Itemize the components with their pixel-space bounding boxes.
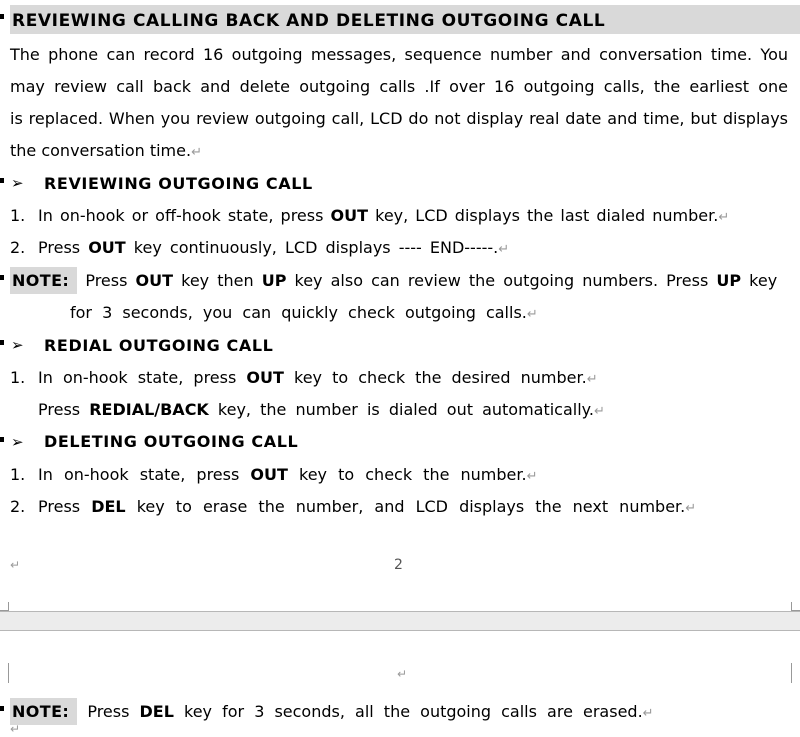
step-text: key to check the number. bbox=[287, 465, 527, 484]
return-mark: ↵ bbox=[526, 307, 538, 322]
section-heading-deleting: DELETING OUTGOING CALL bbox=[44, 432, 299, 451]
step-text: In on-hook or off-hook state, press bbox=[38, 206, 331, 225]
return-mark: ↵ bbox=[397, 667, 408, 681]
return-mark: ↵ bbox=[498, 242, 510, 257]
intro-line-3: is replaced. When you review outgoing call, LCD do not display real date and time, but displays bbox=[10, 109, 788, 128]
page-number: 2 bbox=[394, 557, 403, 573]
return-mark: ↵ bbox=[718, 210, 730, 225]
return-mark: ↵ bbox=[586, 372, 598, 387]
return-mark: ↵ bbox=[593, 404, 605, 419]
section-heading-redial: REDIAL OUTGOING CALL bbox=[44, 336, 274, 355]
page-corner-mark bbox=[0, 663, 9, 683]
key-name: UP bbox=[261, 271, 287, 290]
return-mark: ↵ bbox=[685, 501, 697, 516]
arrow-bullet-icon: ➢ bbox=[11, 174, 24, 192]
intro-line-4 bbox=[10, 141, 788, 163]
redial-step-2 bbox=[38, 400, 788, 422]
paragraph-mark bbox=[0, 437, 4, 442]
step-text: key continuously, LCD displays ---- END-----. bbox=[125, 238, 499, 257]
paragraph-mark bbox=[0, 706, 4, 711]
step-text: Press bbox=[38, 238, 89, 257]
key-name: OUT bbox=[135, 271, 174, 290]
reviewing-step-2 bbox=[38, 238, 788, 260]
intro-line-4-text: the conversation time. bbox=[10, 141, 192, 160]
note-text: key bbox=[741, 271, 778, 290]
return-mark: ↵ bbox=[642, 706, 654, 721]
redial-step-1 bbox=[38, 368, 788, 390]
note-text: key for 3 seconds, all the outgoing calls are erased. bbox=[173, 702, 643, 721]
step-number: 2. bbox=[10, 497, 26, 516]
page-corner-mark bbox=[791, 663, 800, 683]
paragraph-mark bbox=[0, 14, 4, 19]
return-mark: ↵ bbox=[191, 145, 202, 160]
step-number: 1. bbox=[10, 368, 26, 387]
return-mark: ↵ bbox=[10, 558, 21, 572]
step-text: key to erase the number, and LCD displays the next number. bbox=[125, 497, 686, 516]
step-number: 1. bbox=[10, 465, 26, 484]
step-text: key, the number is dialed out automatically. bbox=[208, 400, 594, 419]
note-1-line-1 bbox=[10, 271, 788, 291]
note-text: for 3 seconds, you can quickly check outgoing calls. bbox=[70, 303, 527, 322]
key-name: DEL bbox=[91, 497, 126, 516]
key-name: DEL bbox=[139, 702, 174, 721]
paragraph-mark bbox=[0, 340, 4, 345]
section-heading-reviewing: REVIEWING OUTGOING CALL bbox=[44, 174, 313, 193]
note-text: key then bbox=[173, 271, 262, 290]
arrow-bullet-icon: ➢ bbox=[11, 336, 24, 354]
page-corner-mark bbox=[791, 602, 800, 611]
reviewing-step-1 bbox=[38, 206, 788, 228]
step-text: In on-hook state, press bbox=[38, 368, 247, 387]
return-mark: ↵ bbox=[10, 722, 21, 736]
note-label: NOTE: bbox=[10, 267, 77, 294]
deleting-step-2 bbox=[38, 497, 788, 519]
key-name: REDIAL/BACK bbox=[89, 400, 209, 419]
key-name: OUT bbox=[330, 206, 369, 225]
step-text: key to check the desired number. bbox=[283, 368, 587, 387]
step-text: key, LCD displays the last dialed number. bbox=[368, 206, 719, 225]
key-name: OUT bbox=[250, 465, 288, 484]
note-1-line-2 bbox=[70, 303, 788, 325]
step-number: 2. bbox=[10, 238, 26, 257]
note-2 bbox=[10, 702, 788, 724]
page-corner-mark bbox=[0, 602, 9, 611]
paragraph-mark bbox=[0, 275, 4, 280]
note-label: NOTE: bbox=[10, 698, 77, 725]
deleting-step-1 bbox=[38, 465, 788, 487]
intro-line-2: may review call back and delete outgoing calls .If over 16 outgoing calls, the earliest one bbox=[10, 77, 788, 96]
key-name: UP bbox=[716, 271, 742, 290]
intro-line-1: The phone can record 16 outgoing messages, sequence number and conversation time. You bbox=[10, 45, 788, 64]
step-text: In on-hook state, press bbox=[38, 465, 251, 484]
step-text: Press bbox=[38, 400, 90, 419]
note-text: Press bbox=[77, 271, 136, 290]
page-title: REVIEWING CALLING BACK AND DELETING OUTGOING CALL bbox=[12, 11, 606, 31]
step-number: 1. bbox=[10, 206, 26, 225]
key-name: OUT bbox=[246, 368, 284, 387]
paragraph-mark bbox=[0, 178, 4, 183]
note-text: key also can review the outgoing numbers. Press bbox=[286, 271, 717, 290]
arrow-bullet-icon: ➢ bbox=[11, 433, 24, 451]
step-text: Press bbox=[38, 497, 92, 516]
page-break bbox=[0, 611, 800, 631]
return-mark: ↵ bbox=[526, 469, 538, 484]
note-text: Press bbox=[77, 702, 140, 721]
key-name: OUT bbox=[88, 238, 126, 257]
